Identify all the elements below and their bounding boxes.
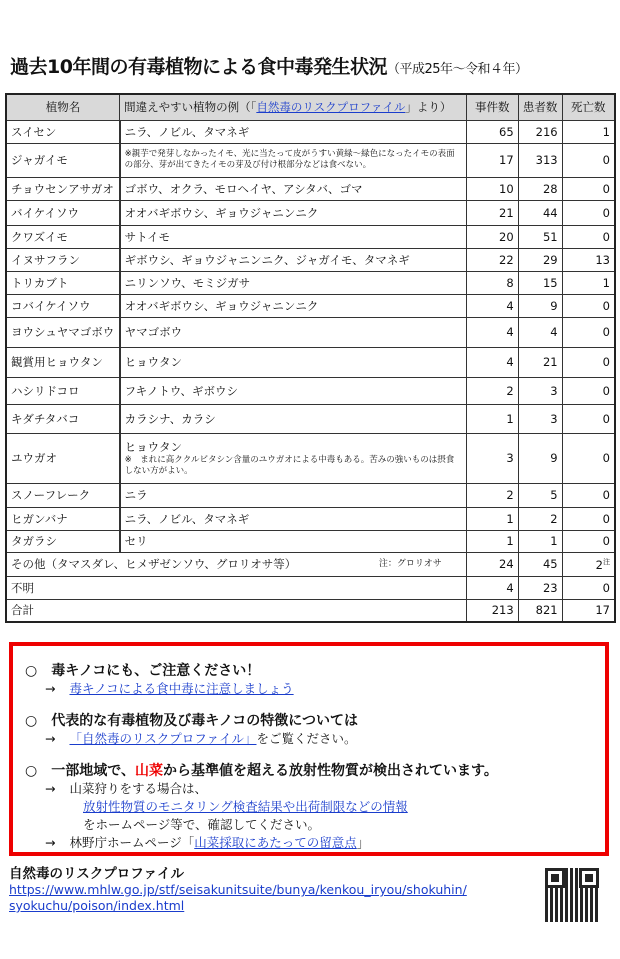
deaths: 1 xyxy=(562,271,615,294)
table-row xyxy=(6,347,615,377)
examples-cell xyxy=(120,347,467,377)
examples-cell xyxy=(120,225,467,248)
examples-cell xyxy=(120,530,467,552)
unknown-name: 不明 xyxy=(6,576,466,599)
poison-plant-table xyxy=(5,93,616,623)
table-row xyxy=(6,271,615,294)
table-row xyxy=(6,143,615,177)
header-examples-prefix: 間違えやすい植物の例（「 xyxy=(124,100,257,115)
cases: 21 xyxy=(466,200,518,225)
plant-name: タガラシ xyxy=(6,530,120,552)
examples-cell xyxy=(120,377,467,404)
unknown-deaths: 0 xyxy=(562,576,615,599)
table-row-total xyxy=(6,599,615,622)
other-cases: 24 xyxy=(466,552,518,576)
table-row xyxy=(6,200,615,225)
deaths: 0 xyxy=(562,377,615,404)
examples-text: ギボウシ、ギョウジャニンニク、ジャガイモ、タマネギ xyxy=(124,252,410,267)
other-note: 注：グロリオサ xyxy=(378,559,442,569)
deaths: 13 xyxy=(562,248,615,271)
deaths: 0 xyxy=(562,483,615,507)
footer-url-line2[interactable]: syokuchu/poison/index.html xyxy=(9,898,185,913)
examples-text: ニラ xyxy=(124,488,148,502)
header-deaths: 死亡数 xyxy=(562,94,615,120)
qr-code-icon xyxy=(545,868,599,922)
examples-text: ヒョウタン xyxy=(124,440,182,454)
examples-cell xyxy=(120,294,467,317)
header-name: 植物名 xyxy=(6,94,120,120)
plant-name: チョウセンアサガオ xyxy=(6,177,120,200)
plant-name: イヌサフラン xyxy=(6,248,120,271)
table-header xyxy=(6,94,615,120)
deaths: 0 xyxy=(562,404,615,433)
examples-cell xyxy=(120,317,467,347)
examples-cell xyxy=(120,143,467,177)
cases: 10 xyxy=(466,177,518,200)
examples-cell xyxy=(120,433,467,483)
deaths: 0 xyxy=(562,143,615,177)
deaths: 0 xyxy=(562,507,615,530)
deaths: 0 xyxy=(562,347,615,377)
examples-cell xyxy=(120,483,467,507)
other-deaths-cell xyxy=(562,552,615,576)
plant-name: ユウガオ xyxy=(6,433,120,483)
table-row xyxy=(6,248,615,271)
plant-name: コバイケイソウ xyxy=(6,294,120,317)
patients: 21 xyxy=(518,347,562,377)
plant-name: クワズイモ xyxy=(6,225,120,248)
deaths: 1 xyxy=(562,120,615,143)
cases: 4 xyxy=(466,347,518,377)
table-row-unknown xyxy=(6,576,615,599)
notice-radiation-heading xyxy=(25,760,593,780)
examples-cell xyxy=(120,200,467,225)
arrow-icon: → xyxy=(45,835,56,850)
examples-cell xyxy=(120,120,467,143)
cases: 65 xyxy=(466,120,518,143)
patients: 29 xyxy=(518,248,562,271)
forestry-text: 林野庁ホームページ「 xyxy=(69,835,195,850)
radiation-monitoring-link[interactable]: 放射性物質のモニタリング検査結果や出荷制限などの情報 xyxy=(83,799,408,814)
other-name-cell xyxy=(6,552,466,576)
cases: 22 xyxy=(466,248,518,271)
notice-radiation-line2 xyxy=(83,798,593,816)
examples-text: オオバギボウシ、ギョウジャニンニク xyxy=(124,205,319,220)
footer-title: 自然毒のリスクプロファイル xyxy=(9,866,184,882)
header-patients: 患者数 xyxy=(518,94,562,120)
notice-radiation-line4 xyxy=(45,834,593,852)
plant-name: ヒガンバナ xyxy=(6,507,120,530)
patients: 9 xyxy=(518,433,562,483)
table-row xyxy=(6,433,615,483)
examples-cell xyxy=(120,248,467,271)
plant-name: 観賞用ヒョウタン xyxy=(6,347,120,377)
patients: 5 xyxy=(518,483,562,507)
wild-vegetable-link[interactable]: 山菜採取にあたっての留意点 xyxy=(194,835,357,850)
examples-text: ヤマゴボウ xyxy=(124,325,183,339)
unknown-patients: 23 xyxy=(518,576,562,599)
examples-text: ニラ、ノビル、タマネギ xyxy=(124,124,250,139)
patients: 1 xyxy=(518,530,562,552)
header-examples-suffix: 」より） xyxy=(405,100,452,115)
patients: 216 xyxy=(518,120,562,143)
table-row xyxy=(6,483,615,507)
notice-profile-heading xyxy=(25,710,593,730)
examples-cell xyxy=(120,271,467,294)
plant-name: スイセン xyxy=(6,120,120,143)
patients: 15 xyxy=(518,271,562,294)
notice-mushroom-line xyxy=(45,680,593,698)
header-examples xyxy=(120,94,467,120)
deaths: 0 xyxy=(562,177,615,200)
cases: 2 xyxy=(466,377,518,404)
notice-radiation-line3: をホームページ等で、確認してください。 xyxy=(83,817,321,832)
table-row xyxy=(6,530,615,552)
examples-text: セリ xyxy=(124,534,148,548)
mushroom-poisoning-link[interactable]: 毒キノコによる食中毒に注意しましょう xyxy=(69,681,294,696)
examples-note: ※ まれに高ククルビタシン含量のユウガオによる中毒もある。苦みの強いものは摂食しない方がよい。 xyxy=(124,455,455,476)
table-row xyxy=(6,507,615,530)
other-deaths-mark: 注 xyxy=(603,557,610,566)
plant-name: ハシリドコロ xyxy=(6,377,120,404)
other-deaths: 2 xyxy=(595,557,603,572)
cases: 4 xyxy=(466,317,518,347)
notice-mushroom-text: 毒キノコにも、ご注意ください！ xyxy=(51,663,261,679)
deaths: 0 xyxy=(562,294,615,317)
plant-name: トリカブト xyxy=(6,271,120,294)
patients: 313 xyxy=(518,143,562,177)
patients: 9 xyxy=(518,294,562,317)
deaths: 0 xyxy=(562,225,615,248)
table-row xyxy=(6,317,615,347)
plant-name: スノーフレーク xyxy=(6,483,120,507)
plant-name: ジャガイモ xyxy=(6,143,120,177)
table-row xyxy=(6,404,615,433)
notice-profile-text: 代表的な有毒植物及び毒キノコの特徴については xyxy=(51,713,358,729)
other-name: その他（タマスダレ、ヒメザゼンソウ、グロリオサ等） xyxy=(11,557,297,571)
notice-radiation-line1-text: 山菜狩りをする場合は、 xyxy=(69,781,207,796)
title-period: （平成25年～令和４年） xyxy=(386,62,528,77)
examples-text: サトイモ xyxy=(124,229,171,244)
patients: 51 xyxy=(518,225,562,248)
examples-text: オオバギボウシ、ギョウジャニンニク xyxy=(124,298,319,313)
examples-text: ゴボウ、オクラ、モロヘイヤ、アシタバ、ゴマ xyxy=(124,181,363,196)
table-row-other xyxy=(6,552,615,576)
examples-cell xyxy=(120,177,467,200)
circle-bullet-icon: ○ xyxy=(25,663,38,679)
other-patients: 45 xyxy=(518,552,562,576)
deaths: 0 xyxy=(562,433,615,483)
cases: 17 xyxy=(466,143,518,177)
cases: 2 xyxy=(466,483,518,507)
notice-box xyxy=(9,642,609,856)
header-cases: 事件数 xyxy=(466,94,518,120)
table-row xyxy=(6,294,615,317)
patients: 4 xyxy=(518,317,562,347)
examples-text: ニラ、ノビル、タマネギ xyxy=(124,511,250,526)
cases: 1 xyxy=(466,530,518,552)
deaths: 0 xyxy=(562,530,615,552)
notice-radiation-a: 一部地域で、 xyxy=(51,763,135,779)
table-row xyxy=(6,177,615,200)
notice-radiation-red: 山菜 xyxy=(134,763,163,779)
patients: 28 xyxy=(518,177,562,200)
deaths: 0 xyxy=(562,200,615,225)
title-main: 過去10年間の有毒植物による食中毒発生状況 xyxy=(10,56,387,78)
cases: 8 xyxy=(466,271,518,294)
total-deaths: 17 xyxy=(562,599,615,622)
plant-name: キダチタバコ xyxy=(6,404,120,433)
circle-bullet-icon: ○ xyxy=(25,763,38,779)
examples-text: ニリンソウ、モミジガサ xyxy=(124,275,251,290)
cases: 20 xyxy=(466,225,518,248)
patients: 44 xyxy=(518,200,562,225)
plant-name: ヨウシュヤマゴボウ xyxy=(6,317,120,347)
forestry-text-end: 」 xyxy=(356,835,370,850)
footer-url-line1[interactable]: https://www.mhlw.go.jp/stf/seisakunitsuite/bunya/kenkou_iryou/shokuhin/ xyxy=(9,882,467,897)
cases: 3 xyxy=(466,433,518,483)
arrow-icon: → xyxy=(45,681,56,696)
examples-text: ヒョウタン xyxy=(124,355,182,369)
unknown-cases: 4 xyxy=(466,576,518,599)
table-row xyxy=(6,120,615,143)
table-row xyxy=(6,225,615,248)
total-patients: 821 xyxy=(518,599,562,622)
table-row xyxy=(6,377,615,404)
examples-text: カラシナ、カラシ xyxy=(124,411,216,426)
footer xyxy=(9,866,467,914)
examples-cell xyxy=(120,507,467,530)
page-title xyxy=(10,52,528,79)
notice-mushroom-heading xyxy=(25,660,593,680)
patients: 3 xyxy=(518,377,562,404)
notice-profile-suffix: をご覧ください。 xyxy=(256,731,357,746)
deaths: 0 xyxy=(562,317,615,347)
arrow-icon: → xyxy=(45,781,56,796)
notice-profile-line xyxy=(45,730,593,748)
cases: 4 xyxy=(466,294,518,317)
plant-name: バイケイソウ xyxy=(6,200,120,225)
examples-note: ※親芋で発芽しなかったイモ、光に当たって皮がうすい黄緑～緑色になったイモの表面の部分、芽が出てきたイモの芽及び付け根部分などは食べない。 xyxy=(124,149,455,170)
cases: 1 xyxy=(466,507,518,530)
notice-radiation-line1 xyxy=(45,780,593,798)
risk-profile-link-2[interactable]: 「自然毒のリスクプロファイル」 xyxy=(69,731,257,746)
total-name: 合計 xyxy=(6,599,466,622)
arrow-icon: → xyxy=(45,731,56,746)
examples-text: フキノトウ、ギボウシ xyxy=(124,383,238,398)
examples-cell xyxy=(120,404,467,433)
risk-profile-link[interactable]: 自然毒のリスクプロファイル xyxy=(256,100,406,115)
patients: 2 xyxy=(518,507,562,530)
patients: 3 xyxy=(518,404,562,433)
cases: 1 xyxy=(466,404,518,433)
total-cases: 213 xyxy=(466,599,518,622)
circle-bullet-icon: ○ xyxy=(25,713,38,729)
notice-radiation-b: から基準値を超える放射性物質が検出されています。 xyxy=(162,763,498,779)
